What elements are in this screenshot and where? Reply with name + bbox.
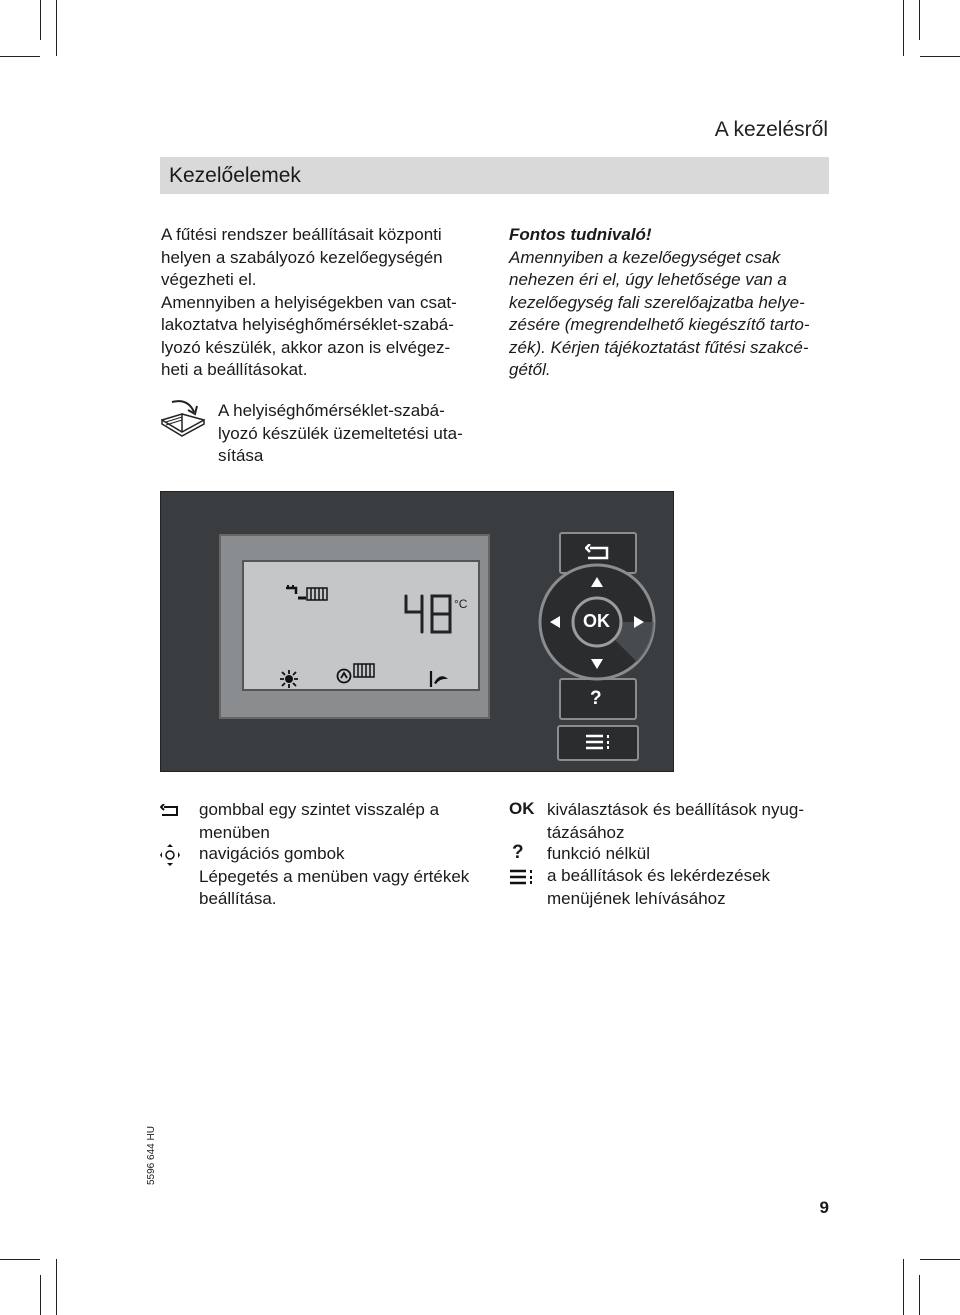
- text-line: zék). Kérjen tájékoztatást fűtési szakcé-: [509, 337, 809, 357]
- text-line: Lépegetés a menüben vagy értékek: [199, 866, 470, 886]
- legend-back: [199, 799, 499, 844]
- intro-paragraph: [161, 224, 481, 382]
- back-arrow-icon: [160, 804, 180, 818]
- crop-mark: [0, 1259, 40, 1260]
- text-line: Amennyiben a helyiségekben van csat-: [161, 292, 457, 312]
- text-line: A helyiséghőmérséklet-szabá-: [218, 401, 445, 420]
- text-line: navigációs gombok: [199, 844, 345, 863]
- text-line: zésére (megrendelhető kiegészítő tarto-: [509, 315, 810, 334]
- menu-icon: [509, 869, 535, 885]
- control-unit-illustration: [160, 491, 674, 772]
- menu-icon: [585, 734, 611, 750]
- text-line: végezheti el.: [161, 270, 257, 289]
- crop-mark: [919, 0, 920, 40]
- text-line: funkció nélkül: [547, 844, 651, 863]
- text-line: heti a beállításokat.: [161, 360, 308, 379]
- text-line: sítása: [218, 446, 264, 465]
- back-arrow-icon: [585, 544, 611, 562]
- legend-help: [547, 843, 847, 866]
- crop-mark: [919, 1275, 920, 1315]
- crop-mark: [40, 0, 41, 40]
- important-note: [509, 224, 839, 382]
- legend-ok: [547, 799, 847, 844]
- display-frame: [219, 534, 490, 719]
- text-line: gétől.: [509, 360, 551, 379]
- text-line: menüjének lehívásához: [547, 888, 726, 908]
- text-line: tázásához: [547, 822, 625, 842]
- legend-navigation: [199, 843, 499, 911]
- left-arrow-icon[interactable]: [549, 615, 561, 629]
- text-line: menüben: [199, 822, 270, 842]
- crop-mark: [920, 1259, 960, 1260]
- ok-button[interactable]: OK: [583, 611, 610, 631]
- help-label: ?: [590, 688, 602, 709]
- down-arrow-icon[interactable]: [590, 658, 604, 670]
- text-line: lyozó készülék üzemeltetési uta-: [218, 423, 463, 443]
- temperature-unit: °C: [454, 597, 468, 611]
- up-arrow-icon[interactable]: [590, 576, 604, 588]
- menu-button[interactable]: [557, 725, 639, 761]
- note-title: Fontos tudnivaló!: [509, 225, 652, 244]
- text-line: A fűtési rendszer beállításait központi: [161, 225, 442, 244]
- right-arrow-icon[interactable]: [633, 615, 645, 629]
- crop-mark: [40, 1275, 41, 1315]
- reference-text: [218, 400, 488, 468]
- crop-mark: [903, 0, 904, 56]
- burner-icon: [428, 670, 450, 688]
- text-line: a beállítások és lekérdezések: [547, 866, 771, 885]
- sun-icon: [280, 670, 298, 688]
- ok-symbol: OK: [509, 799, 535, 818]
- page-header-title: A kezelésről: [714, 118, 828, 141]
- radiator-icon: [306, 586, 328, 602]
- section-heading-bar: [160, 157, 829, 194]
- lcd-display: [242, 560, 480, 691]
- text-line: lyozó készülék, akkor azon is elvégez-: [161, 337, 451, 357]
- legend-menu: [547, 865, 847, 910]
- navigation-cross-icon: [160, 844, 180, 866]
- seven-segment-display: [402, 592, 456, 636]
- page-number: 9: [819, 1198, 829, 1217]
- text-line: nehezen éri el, úgy lehetősége van a: [509, 270, 787, 289]
- text-line: kezelőegység fali szerelőajzatba helye-: [509, 292, 805, 312]
- document-number: 5596 644 HU: [146, 1126, 157, 1185]
- hot-water-tap-icon: [284, 584, 306, 602]
- crop-mark: [0, 56, 40, 57]
- crop-mark: [56, 1259, 57, 1315]
- crop-mark: [903, 1259, 904, 1315]
- help-button[interactable]: [559, 678, 637, 720]
- text-line: kiválasztások és beállítások nyug-: [547, 800, 805, 819]
- text-line: lakoztatva helyiséghőmérséklet-szabá-: [161, 315, 454, 334]
- text-line: beállítása.: [199, 889, 277, 908]
- heating-circuit-icon: [336, 662, 376, 684]
- help-symbol: ?: [512, 842, 524, 863]
- text-line: Amennyiben a kezelőegységet csak: [509, 247, 781, 267]
- crop-mark: [920, 56, 960, 57]
- section-title: Kezelőelemek: [169, 164, 301, 187]
- text-line: helyen a szabályozó kezelőegységén: [161, 247, 443, 267]
- crop-mark: [56, 0, 57, 56]
- manual-book-icon: [158, 398, 208, 438]
- text-line: gombbal egy szintet visszalép a: [199, 800, 440, 819]
